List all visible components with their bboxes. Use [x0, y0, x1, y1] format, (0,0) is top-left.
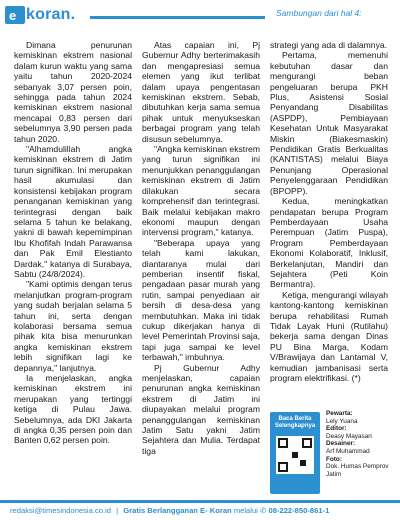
footer: [0, 500, 400, 520]
credit-label: Pewarta:: [326, 410, 353, 417]
paragraph: "Kami optimis dengan terus melanjutkan program-program yang sudah berjalan selama 5 tahun ini, serta dengan kolaborasi bersama semua pihak kita bisa menurunkan angka kemiskinan ekstrem lebih signifikan lagi ke depannya," lanjutnya.: [14, 279, 132, 373]
footer-divider: [0, 500, 400, 503]
credit-label: Editor:: [326, 425, 347, 433]
footer-text: redaksi@timesindonesia.co.id | Gratis Berlangganan E- Koran melalui ✆ 08-222-850-861-1: [10, 506, 330, 515]
paragraph: strategi yang ada di dalamnya.: [270, 40, 388, 50]
logo-letter: e: [9, 8, 17, 23]
phone-link[interactable]: 08-222-850-861-1: [268, 506, 330, 515]
subscribe-text: Gratis Berlangganan E- Koran: [123, 506, 232, 515]
logo-text: koran.: [26, 6, 76, 23]
article-column-2: [142, 40, 260, 456]
paragraph: Ia menjelaskan, angka kemiskinan ekstrem ini merupakan yang tertinggi ketiga di Pulau Jawa. Sebelumnya, ada DKI Jakarta di angka 0,35 persen poin dan Banten 0,62 persen poin.: [14, 373, 132, 446]
credit-value: Dok. Humas Pemprov Jatim: [326, 463, 389, 478]
whatsapp-icon: ✆: [260, 506, 267, 515]
continued-label: Sambungan dari hal 4:: [276, 8, 362, 18]
paragraph: Atas capaian ini, Pj Gubernur Adhy berterimakasih dan mengapresiasi semua elemen yang ikut terlibat dalam upaya pengentasan kemiskinan ekstrem. Sebab, dibutuhkan kerja sama semua pihak untuk menyukseskan berbagai program yang telah disusun sebelumnya.: [142, 40, 260, 144]
qr-title: Baca Berita Selengkapnya: [274, 416, 316, 429]
article-column-1: [14, 40, 132, 446]
article-column-3: [270, 40, 388, 383]
paragraph: "Beberapa upaya yang telah kami lakukan, diantaranya mulai dari pemberian insentif fiskal, pengadaan pasar murah yang rutin, sampai penyediaan air bersih di desa-desa yang membutuhkan. Maka ini tidak cukup dikerjakan hanya di level Pemerintah Provinsi saja, tapi juga sampai ke level terbawah," imbuhnya.: [142, 237, 260, 363]
paragraph: Dimana penurunan kemiskinan ekstrem nasional dalam kurun waktu yang sama yaitu tahun 2020-2024 sebanyak 3,07 persen poin, sehingga pada tahun 2024 kemiskinan ekstrem nasional mencapai 0,83 persen dari sebelumnya 3,90 persen pada tahun 2020.: [14, 40, 132, 144]
via-text: melalui: [233, 506, 258, 515]
credit-value: Lely Yuana: [326, 417, 358, 425]
paragraph: "Angka kemiskinan ekstrem yang turun signifikan ini menunjukkan penanggulangan kemiskinan ekstrem di Jatim dilakukan secara komprehensif dan terintegrasi. Baik melalui kebijakan makro ekonomi maupun dengan intervensi program," katanya.: [142, 144, 260, 238]
credit-value: Arf Muhammad: [326, 447, 370, 455]
credits: [326, 410, 394, 478]
header: [0, 0, 400, 28]
credit-value: Deasy Mayasari: [326, 432, 372, 440]
credit-label: Desainer:: [326, 440, 356, 448]
paragraph: Pj Gubernur Adhy menjelaskan, capaian penurunan angka kemiskinan ekstrem di Jatim ini diupayakan melalui program penanggulangan kemiskinan Jatim Satu yakni Jatim Sejahtera dan Mulia. Terdapat tiga: [142, 362, 260, 456]
qr-panel[interactable]: [270, 412, 320, 494]
paragraph: Kedua, meningkatkan pendapatan berupa Program Pemberdayaan Usaha Perempuan (Jatim Puspa), Program Pemberdayaan Ekonomi Kolaboratif, Inklusif, Berkelanjutan, Mandiri dan Sejahtera (Peti Koin Bermantra).: [270, 196, 388, 290]
paragraph: Pertama, memenuhi kebutuhan dasar dan mengurangi beban pengeluaran berupa PKH Plus, Asistensi Sosial Penyandang Disabilitas (ASPDP), Pembiayaan Kesehatan Untuk Masyarakat Miskin (Biakesmaskin) Pendidikan Gratis Berkualitas (KANTISTAS) melalui Biaya Penunjang Operasional Penyelenggaraan Pendidikan (BPOPP).: [270, 50, 388, 196]
header-divider: [90, 16, 265, 19]
paragraph: "Alhamdulillah angka kemiskinan ekstrem di Jatim turun signifikan. Ini merupakan hasil akumulasi dan konsistensi kebijakan program penanganan kemiskinan yang terintegrasi dengan baik selama 5 tahun ke belakang, yakni di bawah kepemimpinan Ibu Khofifah Indah Parawansa dan Pak Emil Elestianto Dardak," katanya di Surabaya, Sabtu (24/8/2024).: [14, 144, 132, 279]
paragraph: Ketiga, mengurangi wilayah kantong-kantong kemiskinan berupa rehabilitasi Rumah Tidak Layak Huni (Rutilahu) bekerja sama dengan Dinas PU Bina Marga, Kodam V/Brawijaya dan Lantamal V, kemudian jambanisasi serta program elektrifikasi. (*): [270, 289, 388, 383]
qr-code-icon[interactable]: [276, 436, 314, 474]
email-link[interactable]: redaksi@timesindonesia.co.id: [10, 506, 111, 515]
credit-label: Foto:: [326, 455, 342, 463]
